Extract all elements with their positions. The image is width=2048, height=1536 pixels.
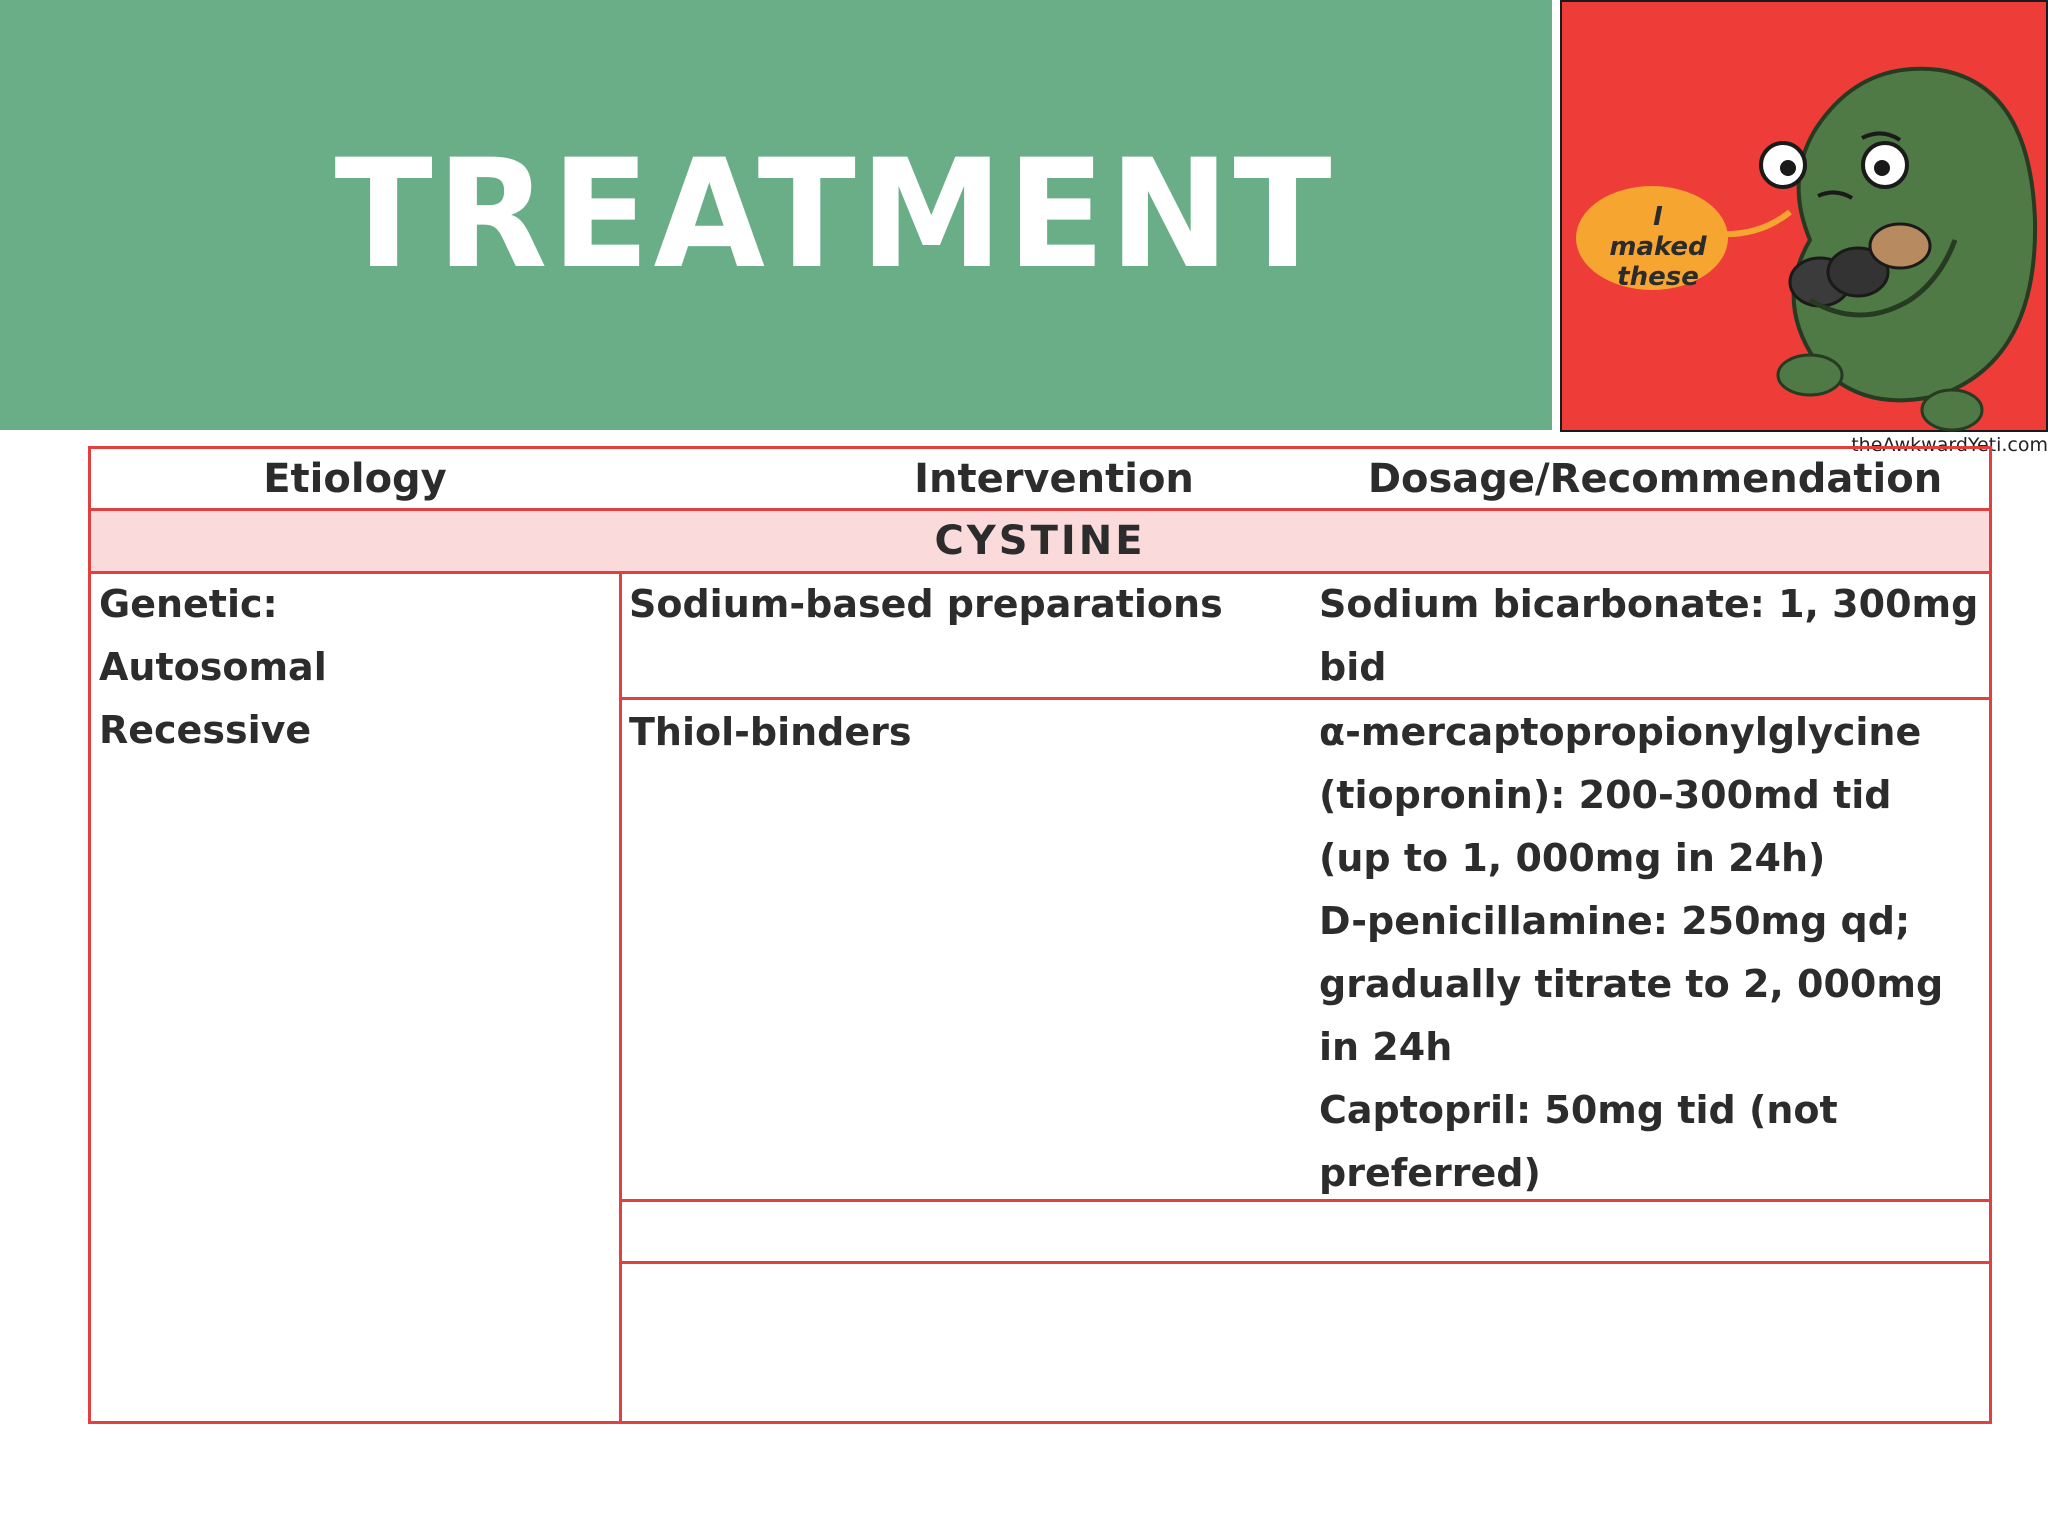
- dosage-line: Captopril: 50mg tid (not: [1319, 1088, 1838, 1132]
- dosage-line: bid: [1319, 645, 1387, 689]
- etiology-cell: [99, 573, 609, 762]
- intervention-sodium-based: Sodium-based preparations: [629, 582, 1223, 626]
- speech-bubble-line1: I maked: [1609, 202, 1707, 262]
- dosage-line: Sodium bicarbonate: 1, 300mg: [1319, 582, 1979, 626]
- empty-row: [629, 1201, 1279, 1261]
- dosage-thiol-binders: [1319, 701, 1987, 1205]
- header-intervention: Intervention: [914, 456, 1194, 502]
- slide-title: TREATMENT: [334, 128, 1336, 302]
- dosage-sodium-bicarbonate: [1319, 573, 1987, 699]
- speech-bubble-line2: these: [1617, 262, 1699, 292]
- etiology-line: Recessive: [99, 708, 312, 752]
- dosage-line: in 24h: [1319, 1025, 1453, 1069]
- dosage-line: (up to 1, 000mg in 24h): [1319, 836, 1826, 880]
- dosage-line: (tiopronin): 200-300md tid: [1319, 773, 1892, 817]
- intervention-thiol-binders: Thiol-binders: [629, 710, 912, 754]
- empty-row: [629, 1265, 1279, 1415]
- comic-panel: [1560, 0, 2048, 432]
- treatment-table: [88, 446, 1992, 1424]
- speech-bubble: [1608, 202, 1708, 292]
- dosage-line: D-penicillamine: 250mg qd;: [1319, 899, 1911, 943]
- etiology-line: Autosomal: [99, 645, 327, 689]
- etiology-line: Genetic:: [99, 582, 278, 626]
- comic-credit: theAwkwardYeti.com: [1851, 434, 2048, 456]
- table-divider: [619, 1261, 1989, 1264]
- dosage-line: α-mercaptopropionylglycine: [1319, 710, 1922, 754]
- category-row-cystine: CYSTINE: [91, 511, 1989, 571]
- header-dosage: Dosage/Recommendation: [1367, 456, 1943, 502]
- table-divider: [619, 697, 1989, 700]
- dosage-line: preferred): [1319, 1151, 1541, 1195]
- dosage-line: gradually titrate to 2, 000mg: [1319, 962, 1944, 1006]
- header-etiology: Etiology: [263, 456, 447, 502]
